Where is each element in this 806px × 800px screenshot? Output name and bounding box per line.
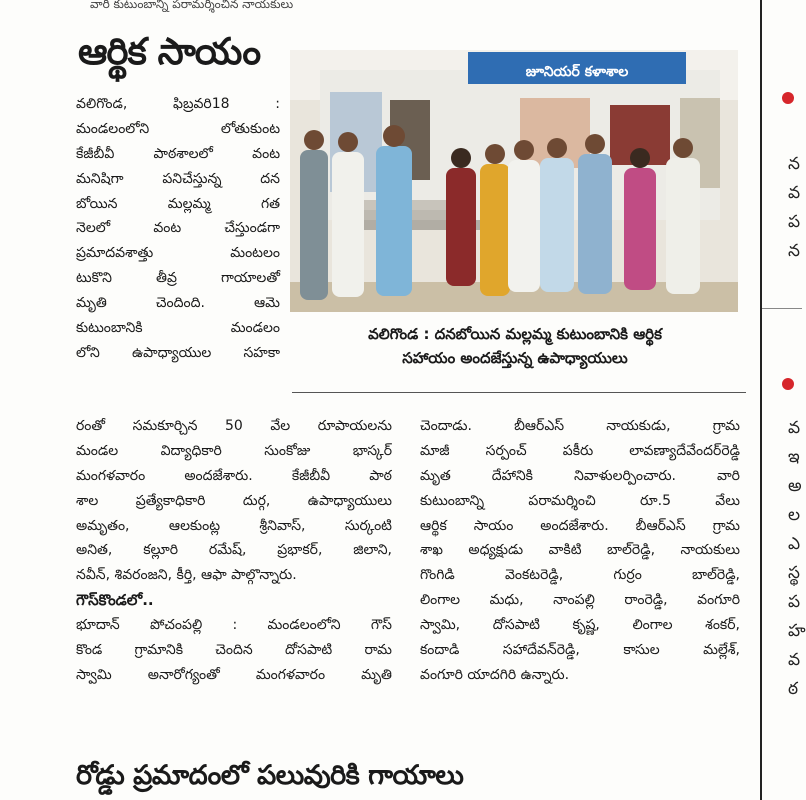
top-strip: వారి కుటుంబాన్ని పరామర్శించిన నాయకులు <box>90 0 294 11</box>
cropped-char: ఎ <box>788 534 801 554</box>
text-line: మంగళవారం అందజేశారు. కేజీబీవీ పాఠ <box>76 467 392 484</box>
subheading: గౌస్‌కొండలో.. <box>76 591 154 610</box>
cropped-char: ఠ <box>788 679 799 699</box>
cropped-char: అ <box>788 476 802 496</box>
cropped-char: వ <box>788 183 801 203</box>
adjacent-column-strip <box>760 0 806 800</box>
section-divider <box>292 392 746 393</box>
caption-line: వలిగొండ : దనబోయిన మల్లమ్మ కుటుంబానికి ఆర్థిక <box>368 325 662 343</box>
text-line: టుకొని తీవ్ర గాయాలతో <box>76 270 280 287</box>
article-column-a <box>76 92 280 366</box>
column-separator <box>762 308 802 309</box>
text-line: అమృతం, ఆలకుంట్ల శ్రీనివాస్, సుర్కంటి <box>76 517 392 534</box>
cropped-char: ప <box>788 212 801 232</box>
text-line: కందాడి సహాదేవన్‌రెడ్డి, కాసుల మల్లేశ్, <box>420 642 740 659</box>
cropped-char: వ <box>788 650 801 670</box>
text-line: స్వామి, దోసపాటి కృష్ణ, లింగాల శంకర్, <box>420 617 740 634</box>
bullet-dot-icon <box>782 92 794 104</box>
text-line: లింగాల మధు, నాంపల్లి రాంరెడ్డి, వంగూరి <box>420 592 740 609</box>
text-line: రంతో సమకూర్చిన 50 వేల రూపాయలను <box>76 418 392 434</box>
cropped-text <box>788 150 800 266</box>
signboard-text: జూనియర్ కళాశాల <box>525 64 629 80</box>
second-headline: రోడ్డు ప్రమాదంలో పలువురికి గాయాలు <box>76 760 464 791</box>
text-line: చెందాడు. బీఆర్ఎస్ నాయకుడు, గ్రామ <box>420 418 740 434</box>
cropped-char: ల <box>788 505 801 525</box>
text-line: గొంగిడి వెంకటరెడ్డి, గుర్రం బాల్‌రెడ్డి, <box>420 567 740 584</box>
text-line: లోని ఉపాధ్యాయుల సహకా <box>76 344 280 361</box>
text-line: మృతి చెందింది. ఆమె <box>76 295 280 312</box>
cropped-char: న <box>788 154 800 174</box>
group-photo-illustration <box>290 50 738 312</box>
cropped-char: న <box>788 241 800 261</box>
cropped-char: ఇ <box>788 447 800 467</box>
text-line: నెలలో వంట చేస్తుండగా <box>76 220 280 237</box>
text-line: మనిషిగా పనిచేస్తున్న దన <box>76 170 280 187</box>
photo-caption <box>305 322 725 370</box>
cropped-text <box>788 414 806 704</box>
text-line: ఆర్థిక సాయం అందజేశారు. బీఆర్ఎస్ గ్రామ <box>420 517 740 534</box>
text-line: కుటుంబానికి మండలం <box>76 320 280 337</box>
text-line: వలిగొండ, ఫిబ్రవరి18 : <box>76 96 280 112</box>
text-line: మండల విద్యాధికారి సుంకోజు భాస్కర్ <box>76 442 392 459</box>
text-line: మండలంలోని లోతుకుంట <box>76 120 280 137</box>
text-line: మృత దేహానికి నివాళులర్పించారు. వారి <box>420 467 740 484</box>
text-line: శాఖ అధ్యక్షుడు వాకిటి బాల్‌రెడ్డి, నాయకులు <box>420 542 740 559</box>
cropped-char: హ <box>788 621 806 641</box>
news-photo <box>290 50 738 312</box>
text-line: అనిత, కల్లూరి రమేష్, ప్రభాకర్, జిలాని, <box>76 542 392 559</box>
bullet-dot-icon <box>782 378 794 390</box>
text-line: కేజీబీవీ పాఠశాలలో వంట <box>76 145 280 162</box>
text-line: స్వామి అనారోగ్యంతో మంగళవారం మృతి <box>76 666 392 683</box>
text-line: కొండ గ్రామానికి చెందిన దోసపాటి రామ <box>76 642 392 659</box>
text-line: మాజీ సర్పంచ్ పకీరు లావణ్యాదేవేందర్‌రెడ్డి <box>420 442 740 459</box>
text-line: భూదాన్ పోచంపల్లి : మండలంలోని గౌస్ <box>76 617 392 634</box>
cropped-char: ప <box>788 592 801 612</box>
text-line: కుటుంబాన్ని పరామర్శించి రూ.5 వేలు <box>420 492 740 509</box>
cropped-char: స్థ <box>788 563 800 583</box>
headline: ఆర్థిక సాయం <box>78 30 261 73</box>
article-column-b <box>76 414 392 688</box>
cropped-char: వ <box>788 418 801 438</box>
text-line: ప్రమాదవశాత్తు మంటలం <box>76 245 280 262</box>
text-line: శాల ప్రత్యేకాధికారి దుర్గ, ఉపాధ్యాయులు <box>76 492 392 509</box>
text-line: నవీన్, శివరంజని, కీర్తి, ఆఫా పాల్గొన్నారు. <box>76 567 297 584</box>
text-line: బోయిన మల్లమ్మ గత <box>76 195 280 212</box>
article-column-c <box>420 414 740 688</box>
caption-line: సహాయం అందజేస్తున్న ఉపాధ్యాయులు <box>402 349 628 367</box>
text-line: వంగూరి యాదగిరి ఉన్నారు. <box>420 666 570 683</box>
